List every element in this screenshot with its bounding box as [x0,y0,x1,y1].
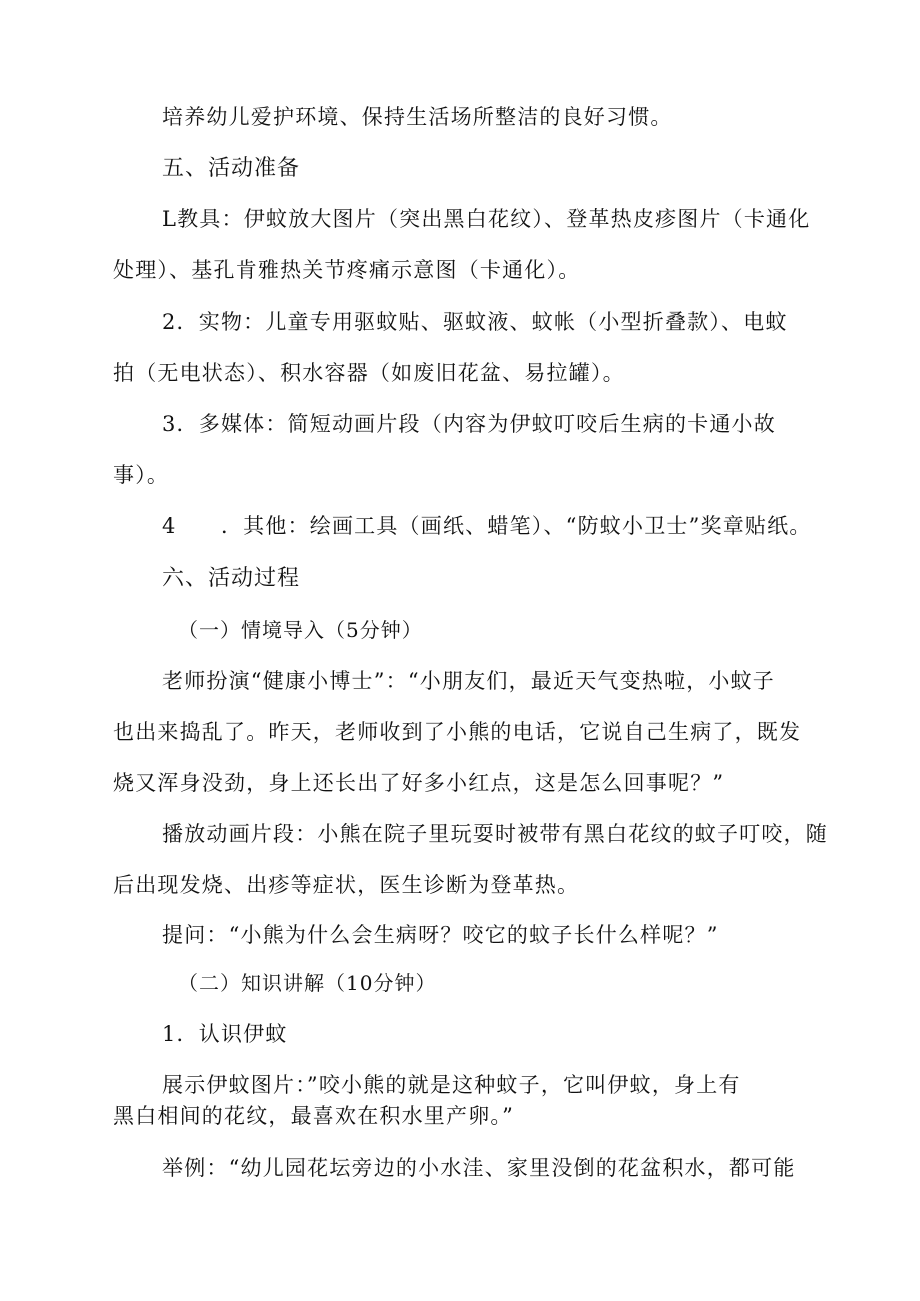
question-paragraph: 提问：“小熊为什么会生病呀？咬它的蚊子长什么样呢？” [162,923,719,947]
prep-item-2-line-2: 拍（无电状态）、积水容器（如废旧花盆、易拉罐）。 [113,361,625,385]
section-heading-process: 六、活动过程 [162,566,301,591]
show-image-paragraph-line-2: 黑白相间的花纹，最喜欢在积水里产卵。” [113,1104,515,1128]
subsection-heading-intro: （一）情境导入（5分钟） [178,618,423,642]
prep-item-3-line-2: 事）。 [113,463,170,487]
knowledge-item-1-title: 1．认识伊蚊 [162,1022,288,1046]
show-image-paragraph-line-1: 展示伊蚊图片：”咬小熊的就是这种蚊子，它叫伊蚊，身上有 [162,1073,741,1097]
prep-item-1-line-1: L教具：伊蚊放大图片（突出黑白花纹）、登革热皮疹图片（卡通化 [162,207,811,231]
intro-paragraph-line-1: 老师扮演“健康小博士”：“小朋友们，最近天气变热啦，小蚊子 [162,669,776,693]
example-paragraph-line-1: 举例：“幼儿园花坛旁边的小水洼、家里没倒的花盆积水，都可能 [162,1156,796,1180]
intro-paragraph-line-2: 也出来捣乱了。昨天，老师收到了小熊的电话，它说自己生病了，既发 [113,720,802,744]
prep-item-1-line-2: 处理）、基孔肯雅热关节疼痛示意图（卡通化）。 [113,258,581,282]
paragraph-habit: 培养幼儿爱护环境、保持生活场所整洁的良好习惯。 [162,105,673,129]
prep-item-3-line-1: 3．多媒体：简短动画片段（内容为伊蚊叮咬后生病的卡通小故 [162,412,776,436]
prep-item-4: 4 ．其他：绘画工具（画纸、蜡笔）、“防蚊小卫士”奖章贴纸。 [162,514,812,538]
prep-item-2-line-1: 2．实物：儿童专用驱蚊贴、驱蚊液、蚊帐（小型折叠款）、电蚊 [162,310,788,334]
animation-paragraph-line-1: 播放动画片段：小熊在院子里玩耍时被带有黑白花纹的蚊子叮咬，随 [162,822,828,846]
animation-paragraph-line-2: 后出现发烧、出疹等症状，医生诊断为登革热。 [113,873,580,897]
intro-paragraph-line-3: 烧又浑身没劲，身上还长出了好多小红点，这是怎么回事呢？” [113,771,725,795]
section-heading-preparation: 五、活动准备 [162,156,301,181]
subsection-heading-knowledge: （二）知识讲解（10分钟） [178,971,437,995]
